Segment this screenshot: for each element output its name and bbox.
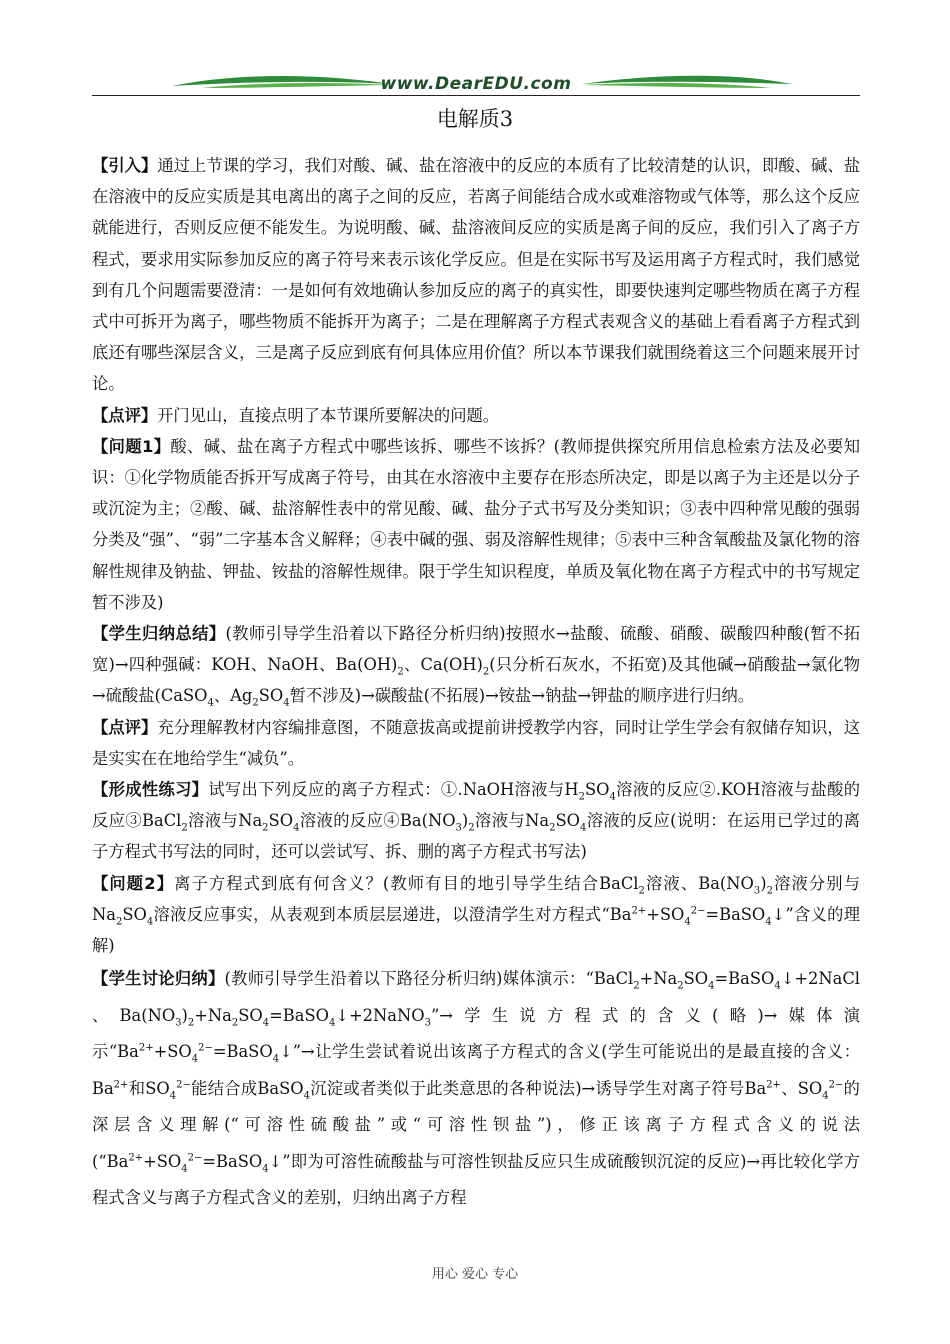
text-run: (教师引导学生沿着以下路径分析归纳)按照水→盐酸、硫酸、硝酸、碳酸四种酸(暂不拓宽)→四种强碱：KOH、NaOH、Ba(OH) xyxy=(92,624,860,675)
section-lead: 【点评】 xyxy=(92,717,158,737)
subscript: 2 xyxy=(115,916,123,928)
subscript: 2 xyxy=(633,980,640,992)
page-footer: 用心 爱心 专心 xyxy=(431,1267,519,1282)
subscript: 4 xyxy=(293,822,300,834)
subscript: 4 xyxy=(191,1053,199,1065)
section-lead: 【学生归纳总结】 xyxy=(92,624,226,644)
text-run: SO xyxy=(238,1005,263,1025)
text-run: +Na xyxy=(194,1005,232,1025)
text-run: 溶液分别与Na xyxy=(92,873,860,924)
subscript: 4 xyxy=(207,697,214,709)
subscript: 3 xyxy=(424,1017,431,1029)
subscript: 2 xyxy=(262,822,269,834)
site-name[interactable]: www.DearEDU.com xyxy=(380,74,572,94)
subscript: 3 xyxy=(753,884,761,896)
superscript: 2+ xyxy=(128,1152,144,1164)
subscript: 2 xyxy=(231,1017,239,1029)
subscript: 2 xyxy=(252,697,259,709)
text-run: SO xyxy=(555,811,580,831)
subscript: 4 xyxy=(272,1053,280,1065)
superscript: 2− xyxy=(828,1079,844,1091)
subscript: 2 xyxy=(397,666,404,678)
text-run: 离子方程式到底有何含义？(教师有目的地引导学生结合BaCl xyxy=(174,873,639,893)
text-run: 的深层含义理解(“可溶性硫酸盐”或“可溶性钡盐”)，修正该离子方程式含义的说法(“Ba xyxy=(92,1078,860,1171)
paragraph-question-1 xyxy=(92,431,860,618)
subscript: 4 xyxy=(262,1163,269,1175)
text-run: SO xyxy=(122,904,147,924)
subscript: 4 xyxy=(303,1090,310,1102)
text-run: ↓+2NaCl 、Ba(NO xyxy=(92,969,860,1025)
subscript: 4 xyxy=(169,1090,177,1102)
subscript: 2 xyxy=(766,884,773,896)
text-run: (教师引导学生沿着以下路径分析归纳)媒体演示：“BaCl xyxy=(224,969,634,989)
text-run: ) xyxy=(461,811,469,831)
paragraph-text: 充分理解教材内容编排意图，不随意拔高或提前讲授教学内容，同时让学生学会有叙储存知识，这是实实在在地给学生“减负”。 xyxy=(92,717,860,768)
section-lead: 【引入】 xyxy=(92,156,158,175)
text-run: =BaSO xyxy=(714,969,775,989)
subscript: 2 xyxy=(578,791,585,803)
subscript: 4 xyxy=(765,916,772,928)
section-lead: 【形成性练习】 xyxy=(92,780,209,800)
text-run: 溶液的反应②.KOH溶液与盐酸的反应③BaCl xyxy=(92,780,860,831)
section-lead: 【点评】 xyxy=(92,405,158,425)
text-run: +SO xyxy=(153,1042,192,1062)
text-run: ↓”含义的理解) xyxy=(92,904,860,956)
text-run: +SO xyxy=(646,904,685,924)
subscript: 3 xyxy=(175,1017,182,1029)
subscript: 2 xyxy=(187,1017,195,1029)
superscript: 2+ xyxy=(766,1079,781,1091)
text-run: SO xyxy=(584,780,610,800)
text-run: =BaSO xyxy=(269,1005,329,1025)
paragraph-comment-1 xyxy=(92,400,860,431)
paragraph-text: 通过上节课的学习，我们对酸、碱、盐在溶液中的反应的本质有了比较清楚的认识，即酸、碱、盐在溶液中的反应实质是其电离出的离子之间的反应，若离子间能结合成水或难溶物或气体等，那么这个反应就能进行，否则反应便不能发生。为说明酸、碱、盐溶液间反应的实质是离子间的反应，我们引入了离子方程式，要求用实际参加反应的离子符号来表示该化学反应。但是在实际书写及运用离子方程式时，我们感觉到有几个问题需要澄清：一是如何有效地确认参加反应的离子的真实性，即要快速判定哪些物质在离子方程式中可拆开为离子，哪些物质不能拆开为离子；二是在理解离子方程式表观含义的基础上看看离子方程式到底还有哪些深层含义，三是离子反应到底有何具体应用价值？所以本节课我们就围绕着这三个问题来展开讨论。 xyxy=(92,156,860,394)
text-run: =BaSO xyxy=(705,904,766,924)
paragraph-question-2 xyxy=(92,868,860,962)
text-run: SO xyxy=(268,811,294,831)
section-lead: 【问题1】 xyxy=(92,436,171,456)
header-rule xyxy=(92,95,860,96)
text-run: 暂不涉及)→碳酸盐(不拓展)→铵盐→钠盐→钾盐的顺序进行归纳。 xyxy=(289,686,755,706)
subscript: 2 xyxy=(638,884,645,896)
text-run: 、Ca(OH) xyxy=(403,655,483,675)
paragraph-intro xyxy=(92,150,860,400)
subscript: 4 xyxy=(684,916,691,928)
subscript: 2 xyxy=(181,822,188,834)
text-run: ↓”→让学生尝试着说出该离子方程式的含义(学生可能说出的是最直接的含义：Ba xyxy=(92,1042,860,1098)
superscript: 2+ xyxy=(113,1079,129,1091)
subscript: 4 xyxy=(609,791,616,803)
subscript: 4 xyxy=(328,1017,336,1029)
paragraph-text: 酸、碱、盐在离子方程式中哪些该拆、哪些不该拆？(教师提供探究所用信息检索方法及必要知识：①化学物质能否拆开写成离子符号，由其在水溶液中主要存在形态所决定，即是以离子为主还是以分子或沉淀为主；②酸、碱、盐溶解性表中的常见酸、碱、盐分子式书写及分类知识；③表中四种常见酸的强弱分类及“强”、“弱”二字基本含义解释；④表中碱的强、弱及溶解性规律；⑤表中三种含氧酸盐及氯化物的溶解性规律及钠盐、钾盐、铵盐的溶解性规律。限于学生知识程度，单质及氧化物在离子方程式中的书写规定暂不涉及) xyxy=(92,436,860,612)
subscript: 4 xyxy=(708,980,715,992)
text-run: ”→学生说方程式的含义(略)→媒体演示“Ba xyxy=(92,1005,860,1062)
page-title: 电解质3 xyxy=(436,107,514,131)
superscript: 2+ xyxy=(138,1042,154,1054)
text-run: 溶液的反应(说明：在运用已学过的离子方程式书写法的同时，还可以尝试写、拆、删的离子方程式书写法) xyxy=(92,811,860,862)
text-run: SO xyxy=(258,686,284,706)
superscript: 2− xyxy=(198,1042,213,1054)
paragraph-comment-2 xyxy=(92,712,860,774)
text-run: ↓”即为可溶性硫酸盐与可溶性钡盐反应只生成硫酸钡沉淀的反应)→再比较化学方程式含义与离子方程式含义的差别，归纳出离子方程 xyxy=(92,1151,860,1208)
superscript: 2− xyxy=(690,905,706,917)
superscript: 2− xyxy=(187,1152,203,1164)
subscript: 4 xyxy=(146,916,154,928)
text-run: 溶液、Ba(NO xyxy=(644,873,754,893)
paragraph-exercise xyxy=(92,774,860,868)
section-lead: 【问题2】 xyxy=(92,873,175,893)
text-run: 溶液的反应④Ba(NO xyxy=(299,811,456,831)
text-run: 、SO xyxy=(780,1078,823,1098)
text-run: ) xyxy=(181,1005,188,1025)
text-run: 和SO xyxy=(128,1078,170,1098)
superscript: 2− xyxy=(176,1079,191,1091)
subscript: 3 xyxy=(455,822,462,834)
text-run: 溶液反应事实，从表观到本质层层递进，以澄清学生对方程式“Ba xyxy=(153,904,632,924)
subscript: 4 xyxy=(774,980,781,992)
text-run: ) xyxy=(760,873,767,893)
paragraph-student-discussion xyxy=(92,961,860,1217)
text-run: 溶液与Na xyxy=(187,811,263,831)
text-run: 、Ag xyxy=(213,686,253,706)
section-lead: 【学生讨论归纳】 xyxy=(92,969,225,989)
subscript: 2 xyxy=(677,980,684,992)
text-run: 试写出下列反应的离子方程式：①.NaOH溶液与H xyxy=(208,780,579,800)
text-run: +SO xyxy=(143,1151,182,1171)
text-run: +Na xyxy=(639,969,678,989)
superscript: 2+ xyxy=(631,905,647,917)
text-run: SO xyxy=(683,969,709,989)
text-run: ↓+2NaNO xyxy=(335,1005,425,1025)
subscript: 4 xyxy=(283,697,290,709)
text-run: =BaSO xyxy=(212,1042,273,1062)
text-run: (只分析石灰水，不拓宽)及其他碱→硝酸盐→氯化物→硫酸盐(CaSO xyxy=(92,655,860,706)
subscript: 4 xyxy=(181,1163,188,1175)
paragraph-student-summary xyxy=(92,618,860,712)
subscript: 4 xyxy=(822,1090,829,1102)
subscript: 4 xyxy=(579,822,587,834)
subscript: 2 xyxy=(549,822,556,834)
subscript: 2 xyxy=(482,666,490,678)
text-run: 溶液与Na xyxy=(474,811,550,831)
subscript: 4 xyxy=(262,1017,270,1029)
paragraph-text: 开门见山，直接点明了本节课所要解决的问题。 xyxy=(157,405,500,425)
text-run: 沉淀或者类似于此类意思的各种说法)→诱导学生对离子符号Ba xyxy=(309,1078,767,1098)
text-run: =BaSO xyxy=(202,1151,263,1171)
document-body xyxy=(92,150,860,1217)
text-run: 能结合成BaSO xyxy=(190,1078,304,1098)
subscript: 2 xyxy=(468,822,475,834)
